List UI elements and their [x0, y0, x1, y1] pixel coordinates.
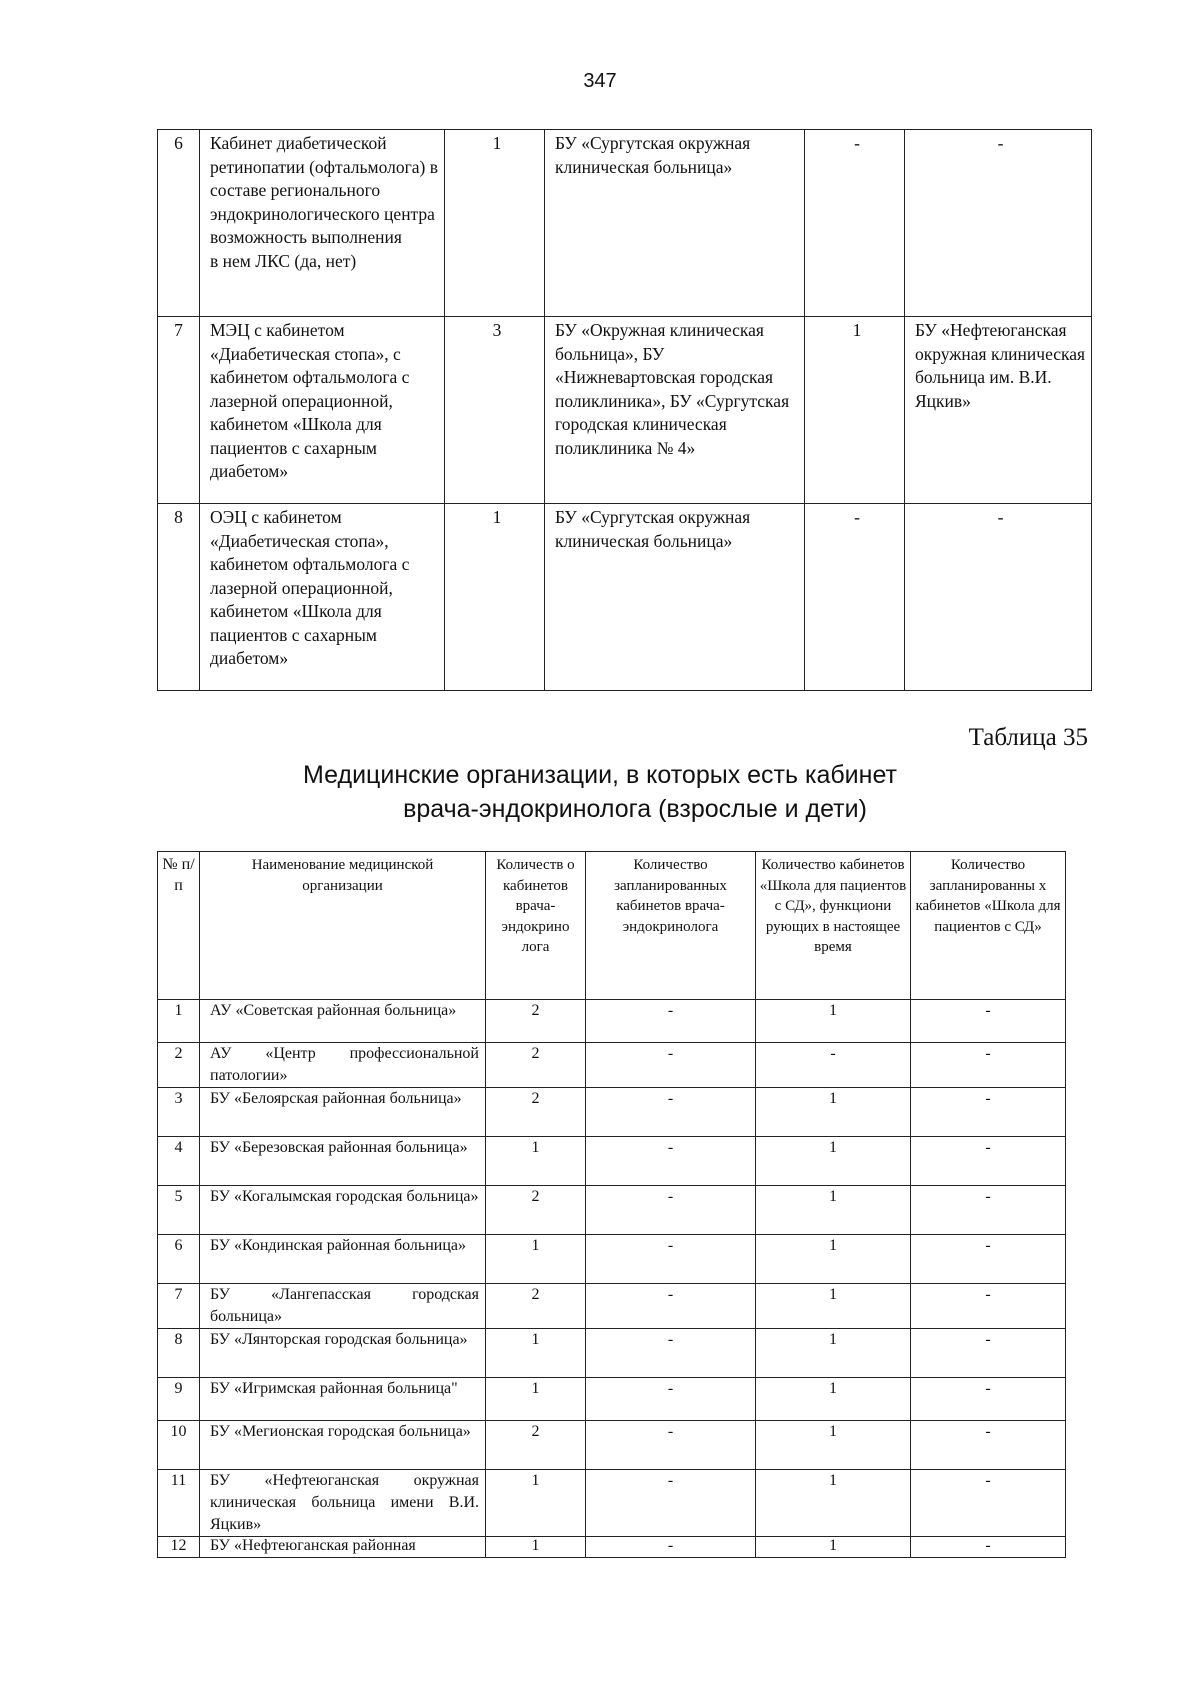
school-cabinets-now: 1: [756, 1186, 911, 1235]
school-cabinets-planned: -: [911, 1088, 1066, 1137]
cabinet-count: 1: [486, 1137, 586, 1186]
organizations: БУ «Сургутская окружная клиническая больница»: [545, 504, 805, 691]
planned-count: -: [586, 1378, 756, 1421]
planned-organizations: -: [905, 504, 1092, 691]
row-number: 12: [158, 1537, 200, 1558]
header-planned: Количество запланированных кабинетов врача-эндокринолога: [586, 852, 756, 1000]
organization-name: БУ «Лянторская городская больница»: [200, 1329, 486, 1378]
endocrinologist-cabinets-table: [157, 851, 1066, 1558]
table-label: Таблица 35: [968, 724, 1088, 751]
table-row: [158, 1043, 1066, 1088]
table-row: [158, 504, 1092, 691]
cabinet-count: 1: [486, 1329, 586, 1378]
cabinet-name: Кабинет диабетической ретинопатии (офтальмолога) в составе регионального эндокринологического центра возможность выполнения в нем ЛКС (да, нет): [200, 130, 445, 317]
cabinet-count: 2: [486, 1088, 586, 1137]
school-cabinets-planned: -: [911, 1284, 1066, 1329]
cabinet-count: 2: [486, 1043, 586, 1088]
planned-count: 1: [805, 317, 905, 504]
school-cabinets-planned: -: [911, 1378, 1066, 1421]
table-title: [0, 758, 1200, 826]
table-row: [158, 1000, 1066, 1043]
school-cabinets-planned: -: [911, 1137, 1066, 1186]
row-number: 10: [158, 1421, 200, 1470]
table-title-line-1: Медицинские организации, в которых есть кабинет: [303, 761, 897, 789]
organization-name: БУ «Когалымская городская больница»: [200, 1186, 486, 1235]
table-row: [158, 1421, 1066, 1470]
organizations: БУ «Окружная клиническая больница», БУ «Нижневартовская городская поликлиника», БУ «Сургутская городская клиническая поликлиника № 4»: [545, 317, 805, 504]
planned-organizations: БУ «Нефтеюганская окружная клиническая больница им. В.И. Яцкив»: [905, 317, 1092, 504]
organization-name: АУ «Советская районная больница»: [200, 1000, 486, 1043]
planned-count: -: [586, 1088, 756, 1137]
school-cabinets-now: 1: [756, 1537, 911, 1558]
cabinet-count: 2: [486, 1284, 586, 1329]
row-number: 2: [158, 1043, 200, 1088]
school-cabinets-now: 1: [756, 1470, 911, 1537]
header-name: Наименование медицинской организации: [200, 852, 486, 1000]
row-number: 8: [158, 1329, 200, 1378]
organization-name: БУ «Кондинская районная больница»: [200, 1235, 486, 1284]
planned-count: -: [586, 1235, 756, 1284]
page-number: 347: [583, 70, 617, 92]
table-row: [158, 1235, 1066, 1284]
school-cabinets-now: 1: [756, 1284, 911, 1329]
cabinet-count: 1: [486, 1470, 586, 1537]
planned-count: -: [586, 1421, 756, 1470]
planned-count: -: [586, 1470, 756, 1537]
table-row: [158, 1088, 1066, 1137]
row-number: 1: [158, 1000, 200, 1043]
header-num: № п/ п: [158, 852, 200, 1000]
cabinet-count: 3: [445, 317, 545, 504]
planned-count: -: [586, 1186, 756, 1235]
school-cabinets-planned: -: [911, 1186, 1066, 1235]
planned-count: -: [586, 1284, 756, 1329]
table-row: [158, 1470, 1066, 1537]
school-cabinets-now: 1: [756, 1329, 911, 1378]
school-cabinets-now: 1: [756, 1000, 911, 1043]
header-count: Количеств о кабинетов врача-эндокрино лога: [486, 852, 586, 1000]
table-header-row: [158, 852, 1066, 1000]
table-row: [158, 1329, 1066, 1378]
planned-count: -: [586, 1137, 756, 1186]
row-number: 11: [158, 1470, 200, 1537]
row-number: 6: [158, 1235, 200, 1284]
planned-count: -: [805, 130, 905, 317]
school-cabinets-planned: -: [911, 1000, 1066, 1043]
table-row: [158, 317, 1092, 504]
organization-name: БУ «Лангепасская городская больница»: [200, 1284, 486, 1329]
table-row: [158, 1137, 1066, 1186]
organization-name: БУ «Нефтеюганская окружная клиническая больница имени В.И. Яцкив»: [200, 1470, 486, 1537]
planned-count: -: [586, 1000, 756, 1043]
cabinet-count: 1: [445, 504, 545, 691]
cabinets-table-continued: [157, 129, 1092, 691]
cabinet-count: 1: [486, 1235, 586, 1284]
school-cabinets-now: 1: [756, 1378, 911, 1421]
cabinet-count: 1: [486, 1537, 586, 1558]
row-number: 6: [158, 130, 200, 317]
row-number: 3: [158, 1088, 200, 1137]
cabinet-count: 1: [486, 1378, 586, 1421]
planned-count: -: [586, 1537, 756, 1558]
organization-name: БУ «Игримская районная больница": [200, 1378, 486, 1421]
row-number: 7: [158, 1284, 200, 1329]
row-number: 4: [158, 1137, 200, 1186]
organization-name: БУ «Березовская районная больница»: [200, 1137, 486, 1186]
school-cabinets-planned: -: [911, 1043, 1066, 1088]
school-cabinets-now: 1: [756, 1137, 911, 1186]
school-cabinets-planned: -: [911, 1470, 1066, 1537]
organizations: БУ «Сургутская окружная клиническая больница»: [545, 130, 805, 317]
planned-count: -: [586, 1043, 756, 1088]
organization-name: БУ «Нефтеюганская районная: [200, 1537, 486, 1558]
cabinet-name: МЭЦ с кабинетом «Диабетическая стопа», с кабинетом офтальмолога с лазерной операционной, кабинетом «Школа для пациентов с сахарным диабетом»: [200, 317, 445, 504]
table-row: [158, 1537, 1066, 1558]
school-cabinets-now: -: [756, 1043, 911, 1088]
row-number: 5: [158, 1186, 200, 1235]
table-row: [158, 130, 1092, 317]
school-cabinets-planned: -: [911, 1421, 1066, 1470]
cabinet-count: 2: [486, 1000, 586, 1043]
cabinet-count: 2: [486, 1421, 586, 1470]
cabinet-name: ОЭЦ с кабинетом «Диабетическая стопа», кабинетом офтальмолога с лазерной операционной, кабинетом «Школа для пациентов с сахарным диабетом»: [200, 504, 445, 691]
table-title-line-2: врача-эндокринолога (взрослые и дети): [403, 795, 867, 823]
school-cabinets-now: 1: [756, 1421, 911, 1470]
header-school-planned: Количество запланированны х кабинетов «Школа для пациентов с СД»: [911, 852, 1066, 1000]
organization-name: БУ «Белоярская районная больница»: [200, 1088, 486, 1137]
header-school-now: Количество кабинетов «Школа для пациентов с СД», функциони рующих в настоящее время: [756, 852, 911, 1000]
school-cabinets-planned: -: [911, 1329, 1066, 1378]
planned-count: -: [805, 504, 905, 691]
row-number: 7: [158, 317, 200, 504]
organization-name: АУ «Центр профессиональной патологии»: [200, 1043, 486, 1088]
table-row: [158, 1378, 1066, 1421]
school-cabinets-now: 1: [756, 1088, 911, 1137]
table-row: [158, 1186, 1066, 1235]
school-cabinets-planned: -: [911, 1537, 1066, 1558]
table-row: [158, 1284, 1066, 1329]
planned-organizations: -: [905, 130, 1092, 317]
cabinet-count: 2: [486, 1186, 586, 1235]
planned-count: -: [586, 1329, 756, 1378]
row-number: 9: [158, 1378, 200, 1421]
row-number: 8: [158, 504, 200, 691]
school-cabinets-now: 1: [756, 1235, 911, 1284]
cabinet-count: 1: [445, 130, 545, 317]
school-cabinets-planned: -: [911, 1235, 1066, 1284]
organization-name: БУ «Мегионская городская больница»: [200, 1421, 486, 1470]
